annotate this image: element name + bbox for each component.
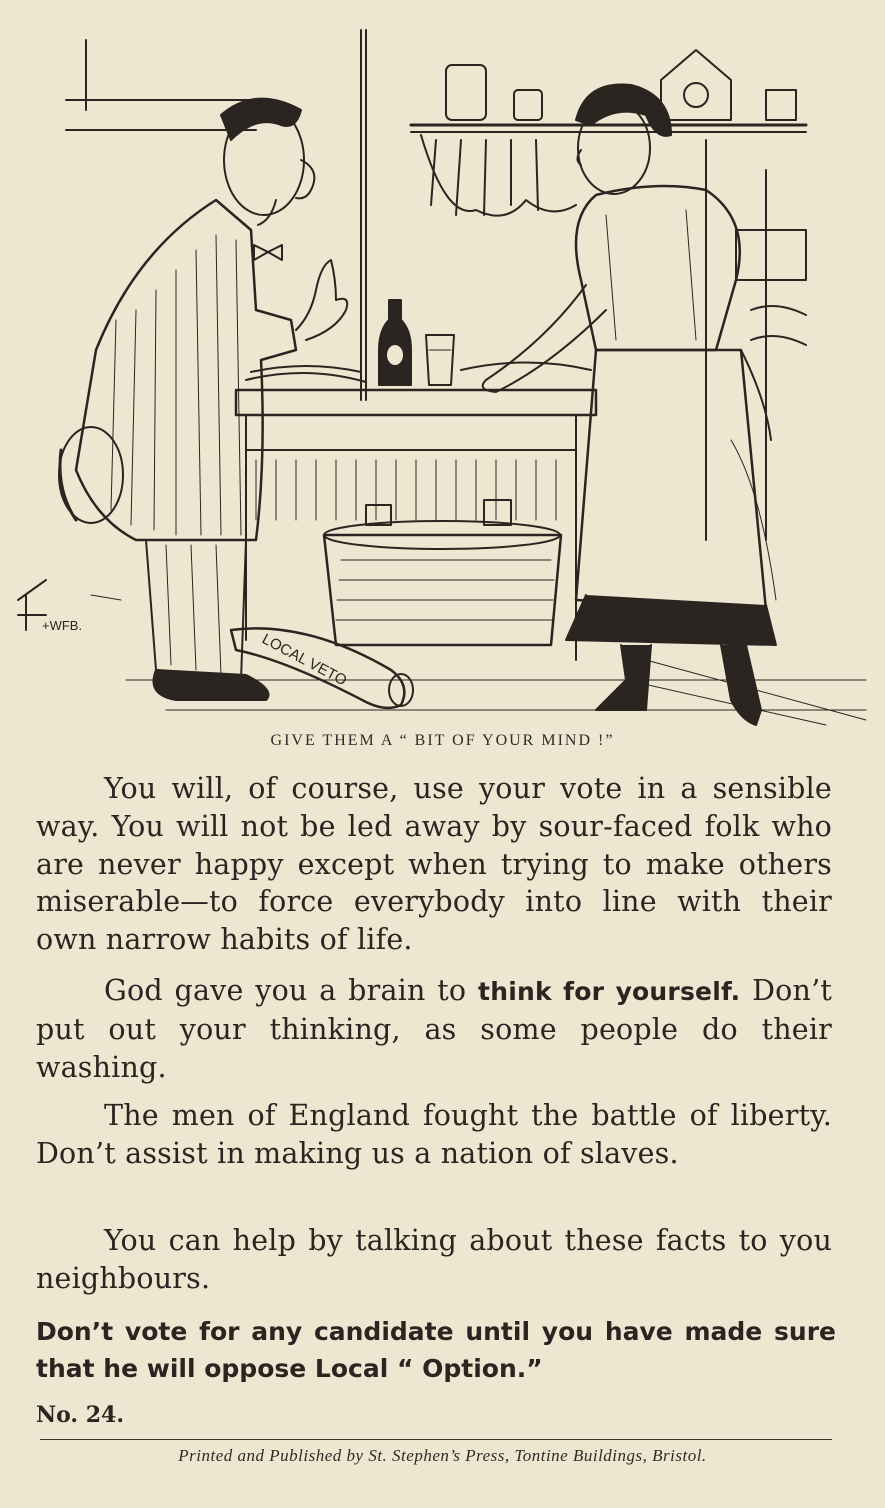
artist-signature: +WFB. [42, 618, 83, 633]
paragraph-liberty [36, 1097, 832, 1173]
cartoon-illustration [6, 20, 868, 730]
divider [40, 1439, 832, 1440]
paragraph-text: You will, of course, use your vote in a sensible way. You will not be led away by sour-faced folk who are never happy except when trying to make others miserable—to force everybody into line with their own narrow habits of life. [36, 772, 832, 957]
paragraph-neighbours [36, 1222, 832, 1298]
paragraph-think [36, 972, 832, 1086]
local-veto-label: LOCAL VETO [259, 630, 350, 690]
printer-imprint: Printed and Published by St. Stephen’s Press, Tontine Buildings, Bristol. [178, 1446, 707, 1465]
leaflet-number: No. 24. [36, 1402, 124, 1428]
paragraph-text-end: Don’t put out your thinking, as some people do their washing. [36, 974, 833, 1084]
paragraph-vote [36, 770, 832, 959]
illustration-caption: GIVE THEM A “ BIT OF YOUR MIND !” [270, 732, 615, 749]
paragraph-text-start: God gave you a brain to [104, 974, 479, 1007]
think-for-yourself-emphasis: think for yourself. [478, 977, 741, 1006]
paragraph-text: You can help by talking about these facts to you neighbours. [36, 1224, 832, 1295]
closing-statement: Don’t vote for any candidate until you have made sure that he will oppose Local “ Option.” [36, 1317, 836, 1383]
paragraph-text: The men of England fought the battle of liberty. Don’t assist in making us a nation of slaves. [36, 1099, 832, 1170]
